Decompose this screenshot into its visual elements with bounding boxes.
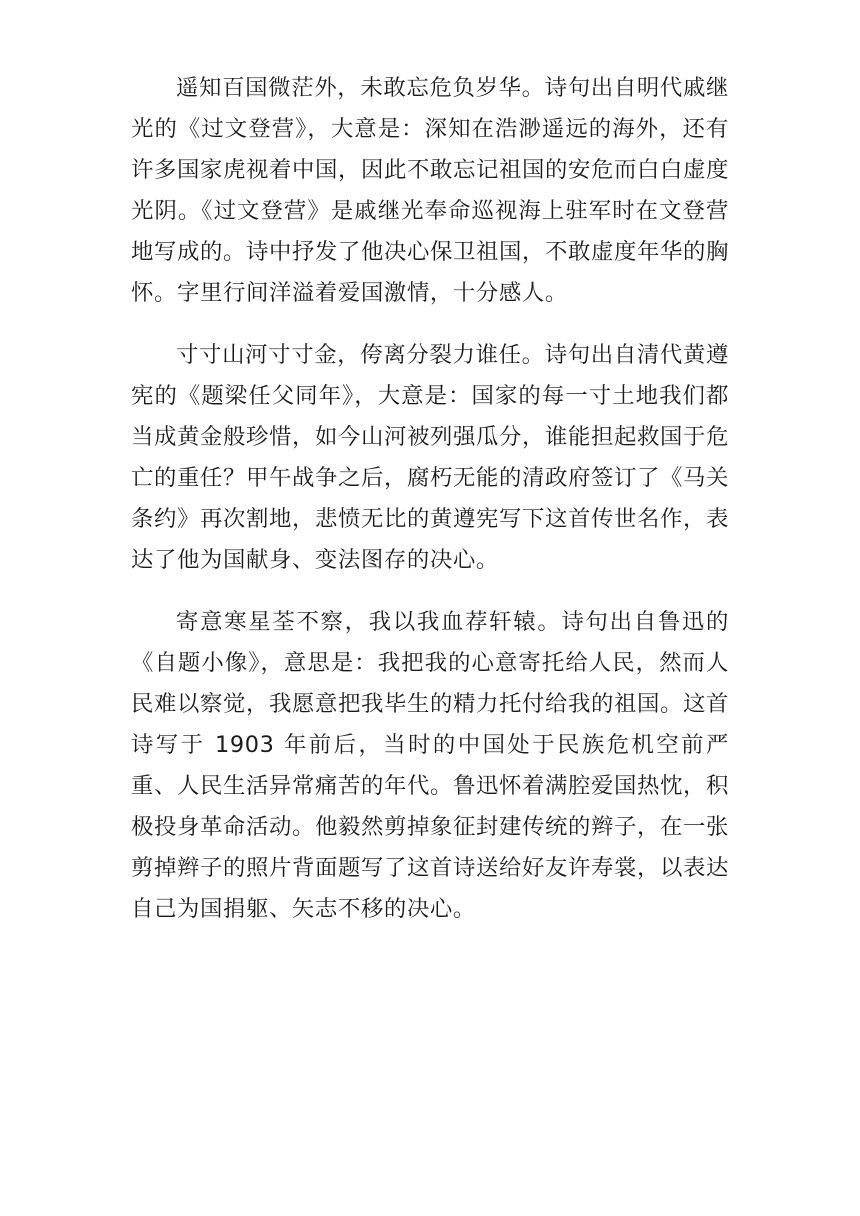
document-body [131, 68, 729, 951]
paragraph-qi-jiguang: 遥知百国微茫外，未敢忘危负岁华。诗句出自明代戚继光的《过文登营》，大意是：深知在浩渺遥远的海外，还有许多国家虎视着中国，因此不敢忘记祖国的安危而白白虚度光阴。《过文登营》是戚继光奉命巡视海上驻军时在文登营地写成的。诗中抒发了他决心保卫祖国，不敢虚度年华的胸怀。字里行间洋溢着爱国激情，十分感人。 [131, 75, 729, 306]
paragraph-huang-zunxian: 寸寸山河寸寸金，侉离分裂力谁任。诗句出自清代黄遵宪的《题梁任父同年》，大意是：国家的每一寸土地我们都当成黄金般珍惜，如今山河被列强瓜分，谁能担起救国于危亡的重任？甲午战争之后，腐朽无能的清政府签订了《马关条约》再次割地，悲愤无比的黄遵宪写下这首传世名作，表达了他为国献身、变法图存的决心。 [131, 342, 729, 573]
paragraph-lu-xun: 寄意寒星荃不察，我以我血荐轩辕。诗句出自鲁迅的《自题小像》，意思是：我把我的心意寄托给人民，然而人民难以察觉，我愿意把我毕生的精力托付给我的祖国。这首诗写于 1903 年前后，当时的中国处于民族危机空前严重、人民生活异常痛苦的年代。鲁迅怀着满腔爱国热忱，积极投身革命活动。他毅然剪掉象征封建传统的辫子，在一张剪掉辫子的照片背面题写了这首诗送给好友许寿裳，以表达自己为国捐躯、矢志不移的决心。 [131, 609, 729, 922]
